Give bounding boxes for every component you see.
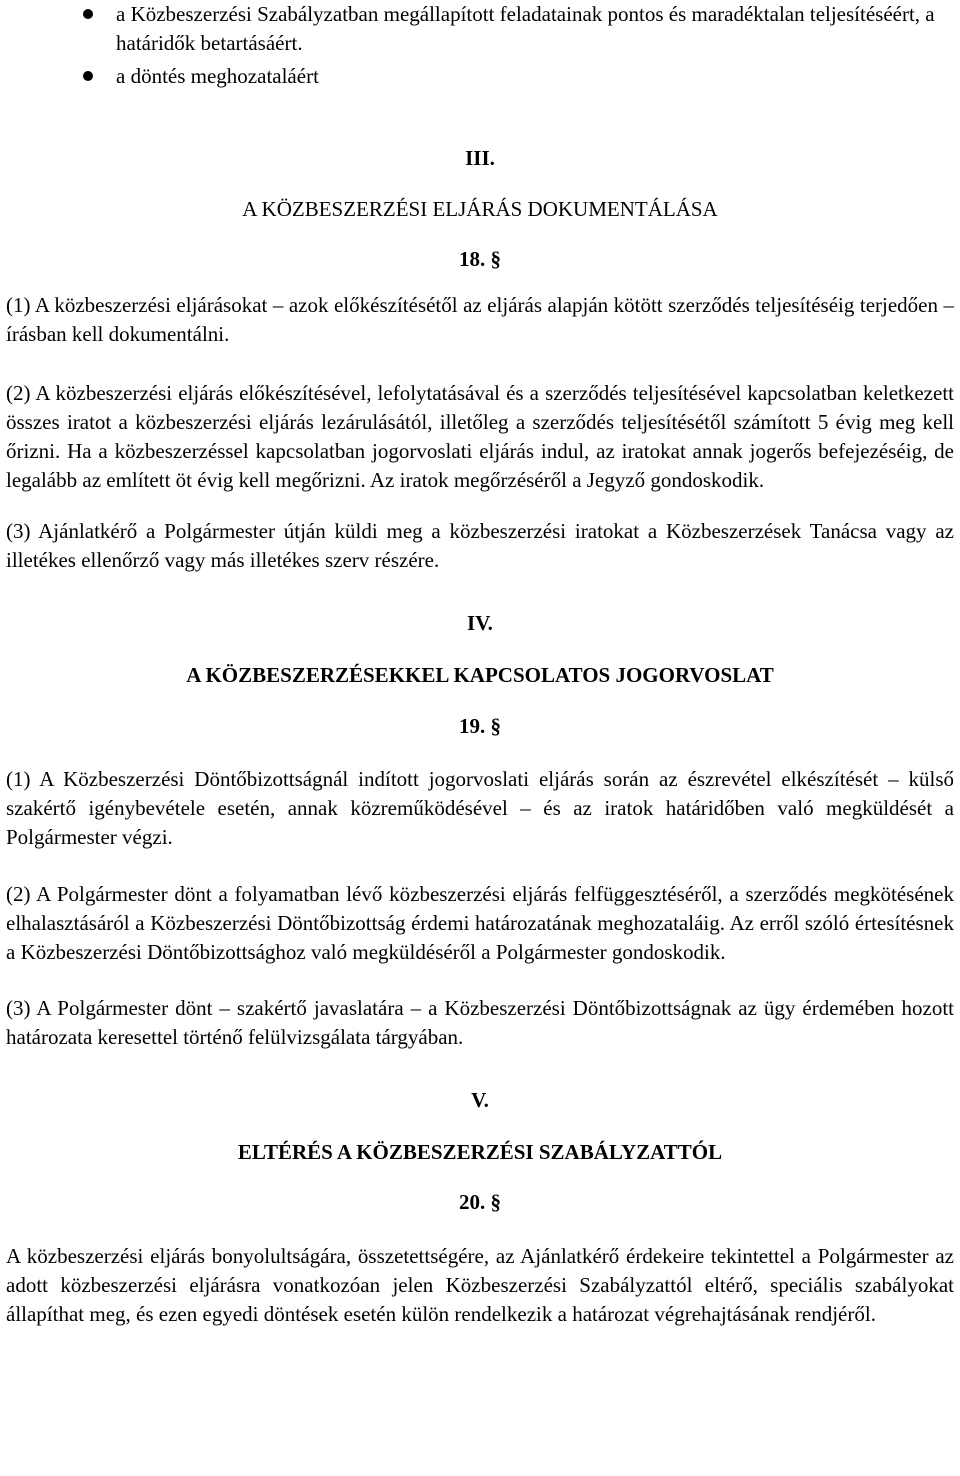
list-item	[6, 62, 954, 91]
section-title: ELTÉRÉS A KÖZBESZERZÉSI SZABÁLYZATTÓL	[237, 1140, 723, 1164]
list-item-text: a Közbeszerzési Szabályzatban megállapított feladatainak pontos és maradéktalan teljesítéséért, a határidők betartásáért.	[116, 2, 935, 55]
body-paragraph: (2) A közbeszerzési eljárás előkészítésével, lefolytatásával és a szerződés teljesítésével kapcsolatban keletkezett összes iratot a közbeszerzési eljárás lezárulásától, illetőleg a szerződés teljesítésétől számított 5 évig meg kell őrizni. Ha a közbeszerzéssel kapcsolatban jogorvoslati eljárás indul, az iratokat annak jogerős befejezéséig, de legalább az említett öt évig kell megőrizni. Az iratok megőrzéséről a Jegyző gondoskodik.	[6, 381, 954, 492]
body-paragraph: (2) A Polgármester dönt a folyamatban lévő közbeszerzési eljárás felfüggesztéséről, a szerződés megkötésének elhalasztásáról a Közbeszerzési Döntőbizottság érdemi határozatának meghozataláig. Az erről szóló értesítésnek a Közbeszerzési Döntőbizottsághoz való megküldéséről a Polgármester gondoskodik.	[6, 882, 954, 964]
section-numeral: III.	[465, 146, 495, 170]
list-item	[6, 0, 954, 58]
paragraph-mark: 18. §	[459, 247, 501, 271]
body-paragraph: (3) A Polgármester dönt – szakértő javaslatára – a Közbeszerzési Döntőbizottságnak az ügy érdemében hozott határozata keresettel történő felülvizsgálata tárgyában.	[6, 996, 954, 1049]
paragraph-mark: 20. §	[459, 1190, 501, 1214]
body-paragraph: (3) Ajánlatkérő a Polgármester útján küldi meg a közbeszerzési iratokat a Közbeszerzések Tanácsa vagy az illetékes ellenőrző vagy más illetékes szerv részére.	[6, 519, 954, 572]
document-page	[6, 0, 954, 1329]
section-numeral: IV.	[467, 611, 493, 635]
section-numeral: V.	[471, 1088, 489, 1112]
bullet-list	[6, 0, 954, 91]
body-paragraph: A közbeszerzési eljárás bonyolultságára, összetettségére, az Ajánlatkérő érdekeire tekintettel a Polgármester az adott közbeszerzési eljárásra vonatkozóan jelen Közbeszerzési Szabályzattól eltérő, speciális szabályokat állapíthat meg, és ezen egyedi döntések esetén külön rendelkezik a határozat végrehajtásának rendjéről.	[6, 1244, 954, 1326]
bullet-icon	[83, 71, 93, 81]
body-paragraph: (1) A Közbeszerzési Döntőbizottságnál indított jogorvoslati eljárás során az észrevétel elkészítését – külső szakértő igénybevétele esetén, annak közreműködésével – és az iratok határidőben való megküldését a Polgármester végzi.	[6, 767, 954, 849]
list-item-text: a döntés meghozataláért	[116, 64, 319, 88]
bullet-icon	[83, 9, 93, 19]
paragraph-mark: 19. §	[459, 714, 501, 738]
body-paragraph: (1) A közbeszerzési eljárásokat – azok előkészítésétől az eljárás alapján kötött szerződés teljesítéséig terjedően – írásban kell dokumentálni.	[6, 293, 954, 346]
section-title: A KÖZBESZERZÉSEKKEL KAPCSOLATOS JOGORVOSLAT	[186, 663, 774, 687]
section-title: A KÖZBESZERZÉSI ELJÁRÁS DOKUMENTÁLÁSA	[242, 197, 718, 221]
